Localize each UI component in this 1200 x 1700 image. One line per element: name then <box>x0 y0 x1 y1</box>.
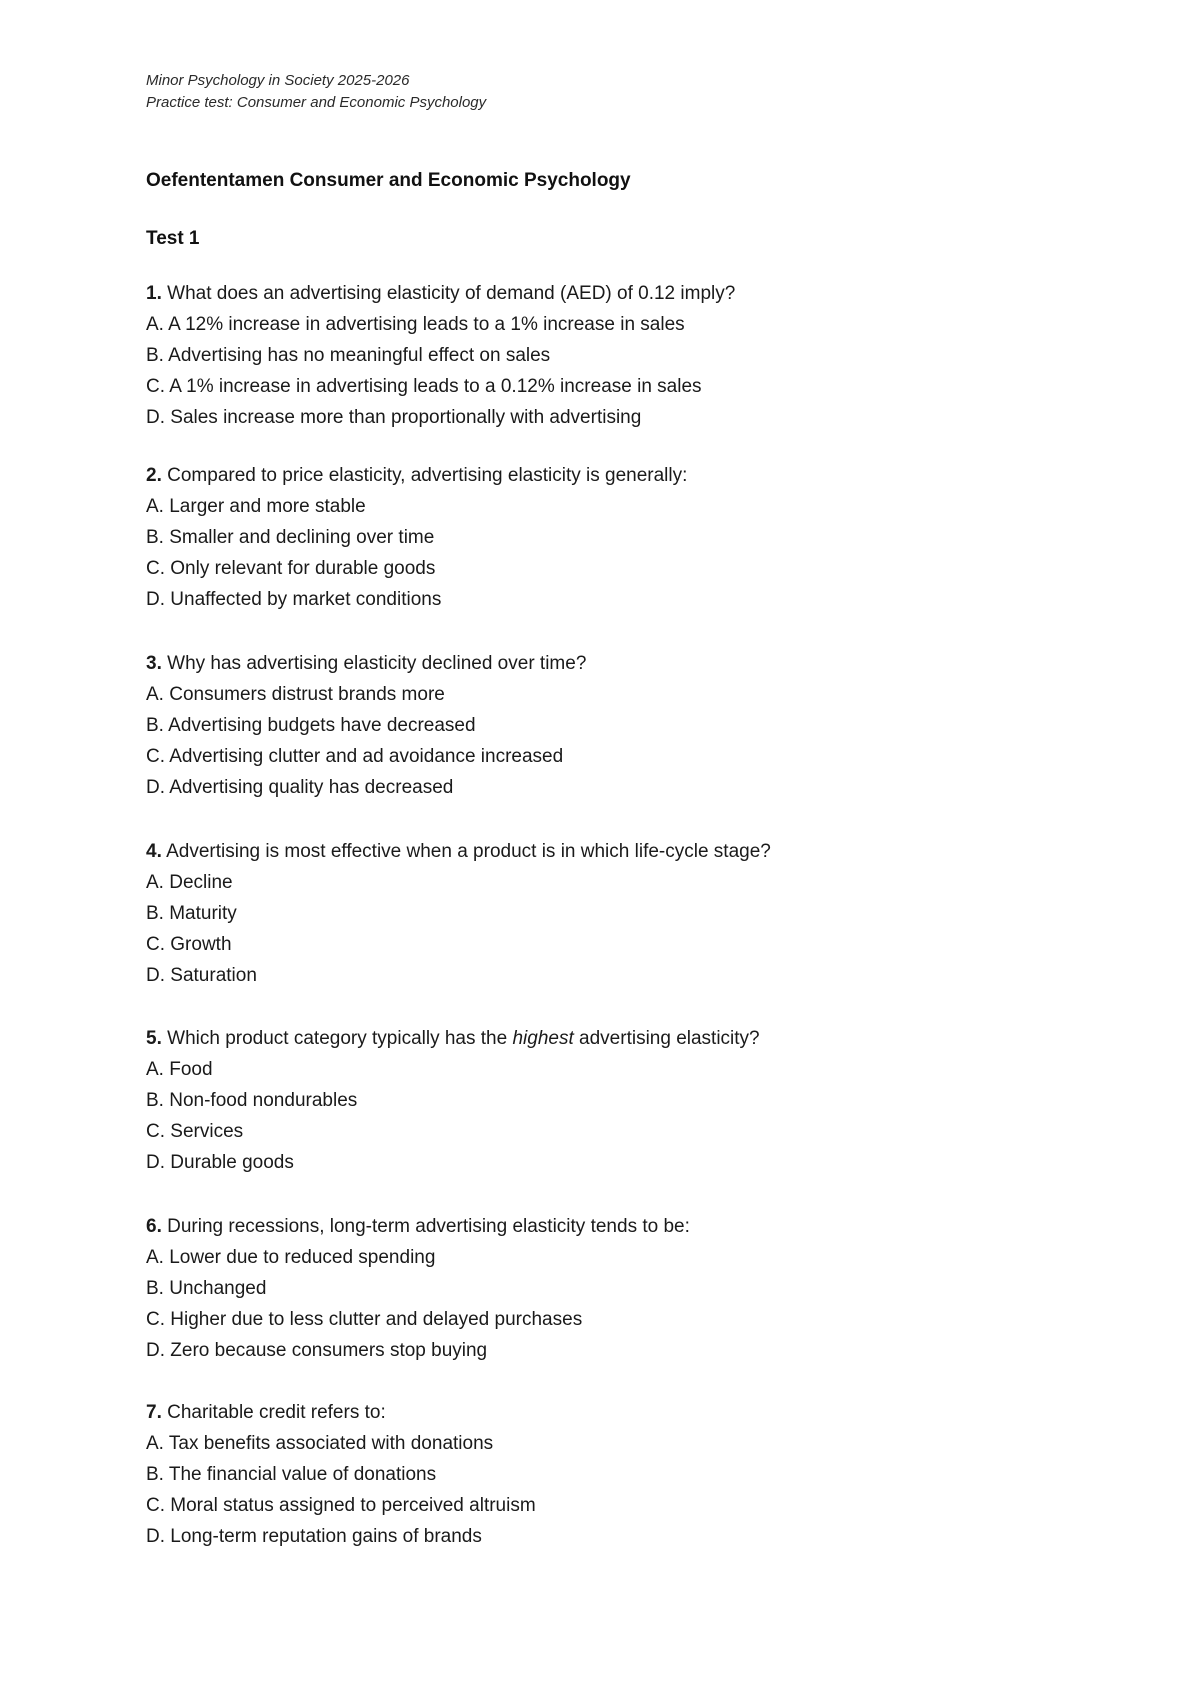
header-course: Minor Psychology in Society 2025-2026 <box>146 72 410 89</box>
question-stem <box>146 1023 760 1054</box>
option-c: C. Growth <box>146 934 232 955</box>
question-number: 6. <box>146 1216 162 1237</box>
question-text-emphasis: highest <box>512 1028 574 1049</box>
question-5 <box>146 1023 760 1178</box>
option-a: A. Food <box>146 1059 213 1080</box>
option-a: A. A 12% increase in advertising leads to a 1% increase in sales <box>146 314 685 335</box>
question-4 <box>146 836 771 991</box>
question-7 <box>146 1397 536 1552</box>
question-text: What does an advertising elasticity of demand (AED) of 0.12 imply? <box>167 283 736 304</box>
option-d: D. Sales increase more than proportionally with advertising <box>146 407 642 428</box>
question-text: Charitable credit refers to: <box>167 1402 386 1423</box>
option-c: C. A 1% increase in advertising leads to a 0.12% increase in sales <box>146 376 702 397</box>
question-stem <box>146 648 586 679</box>
question-stem <box>146 1397 536 1428</box>
option-c: C. Moral status assigned to perceived altruism <box>146 1495 536 1516</box>
option-d: D. Durable goods <box>146 1152 294 1173</box>
question-stem <box>146 1211 690 1242</box>
question-number: 2. <box>146 465 162 486</box>
question-text: Why has advertising elasticity declined over time? <box>167 653 587 674</box>
option-d: D. Long-term reputation gains of brands <box>146 1526 482 1547</box>
option-b: B. Smaller and declining over time <box>146 527 435 548</box>
option-d: D. Saturation <box>146 965 257 986</box>
option-a: A. Lower due to reduced spending <box>146 1247 436 1268</box>
question-text: Advertising is most effective when a product is in which life-cycle stage? <box>166 841 771 862</box>
option-b: B. Advertising budgets have decreased <box>146 715 476 736</box>
question-text: During recessions, long-term advertising elasticity tends to be: <box>167 1216 690 1237</box>
question-stem <box>146 278 735 309</box>
question-stem <box>146 836 771 867</box>
option-d: D. Unaffected by market conditions <box>146 589 442 610</box>
option-b: B. Unchanged <box>146 1278 267 1299</box>
option-a: A. Decline <box>146 872 233 893</box>
option-a: A. Tax benefits associated with donations <box>146 1433 494 1454</box>
question-text-end: advertising elasticity? <box>573 1028 760 1049</box>
option-c: C. Only relevant for durable goods <box>146 558 436 579</box>
header-subtitle: Practice test: Consumer and Economic Psychology <box>146 94 487 111</box>
question-1 <box>146 278 735 433</box>
question-6 <box>146 1211 690 1366</box>
option-c: C. Services <box>146 1121 244 1142</box>
question-stem <box>146 460 687 491</box>
option-a: A. Consumers distrust brands more <box>146 684 445 705</box>
question-number: 1. <box>146 283 162 304</box>
option-b: B. The financial value of donations <box>146 1464 437 1485</box>
question-number: 3. <box>146 653 162 674</box>
test-label: Test 1 <box>146 228 200 249</box>
question-text: Which product category typically has the <box>167 1028 513 1049</box>
option-b: B. Advertising has no meaningful effect on sales <box>146 345 551 366</box>
question-number: 7. <box>146 1402 162 1423</box>
question-text: Compared to price elasticity, advertising elasticity is generally: <box>167 465 688 486</box>
question-number: 5. <box>146 1028 162 1049</box>
option-c: C. Higher due to less clutter and delayed purchases <box>146 1309 583 1330</box>
option-b: B. Maturity <box>146 903 237 924</box>
question-number: 4. <box>146 841 162 862</box>
option-d: D. Advertising quality has decreased <box>146 777 454 798</box>
option-d: D. Zero because consumers stop buying <box>146 1340 488 1361</box>
document-title: Oefententamen Consumer and Economic Psychology <box>146 170 631 191</box>
page-header <box>146 70 486 114</box>
question-3 <box>146 648 586 803</box>
option-c: C. Advertising clutter and ad avoidance increased <box>146 746 564 767</box>
option-a: A. Larger and more stable <box>146 496 366 517</box>
question-2 <box>146 460 687 615</box>
option-b: B. Non-food nondurables <box>146 1090 358 1111</box>
